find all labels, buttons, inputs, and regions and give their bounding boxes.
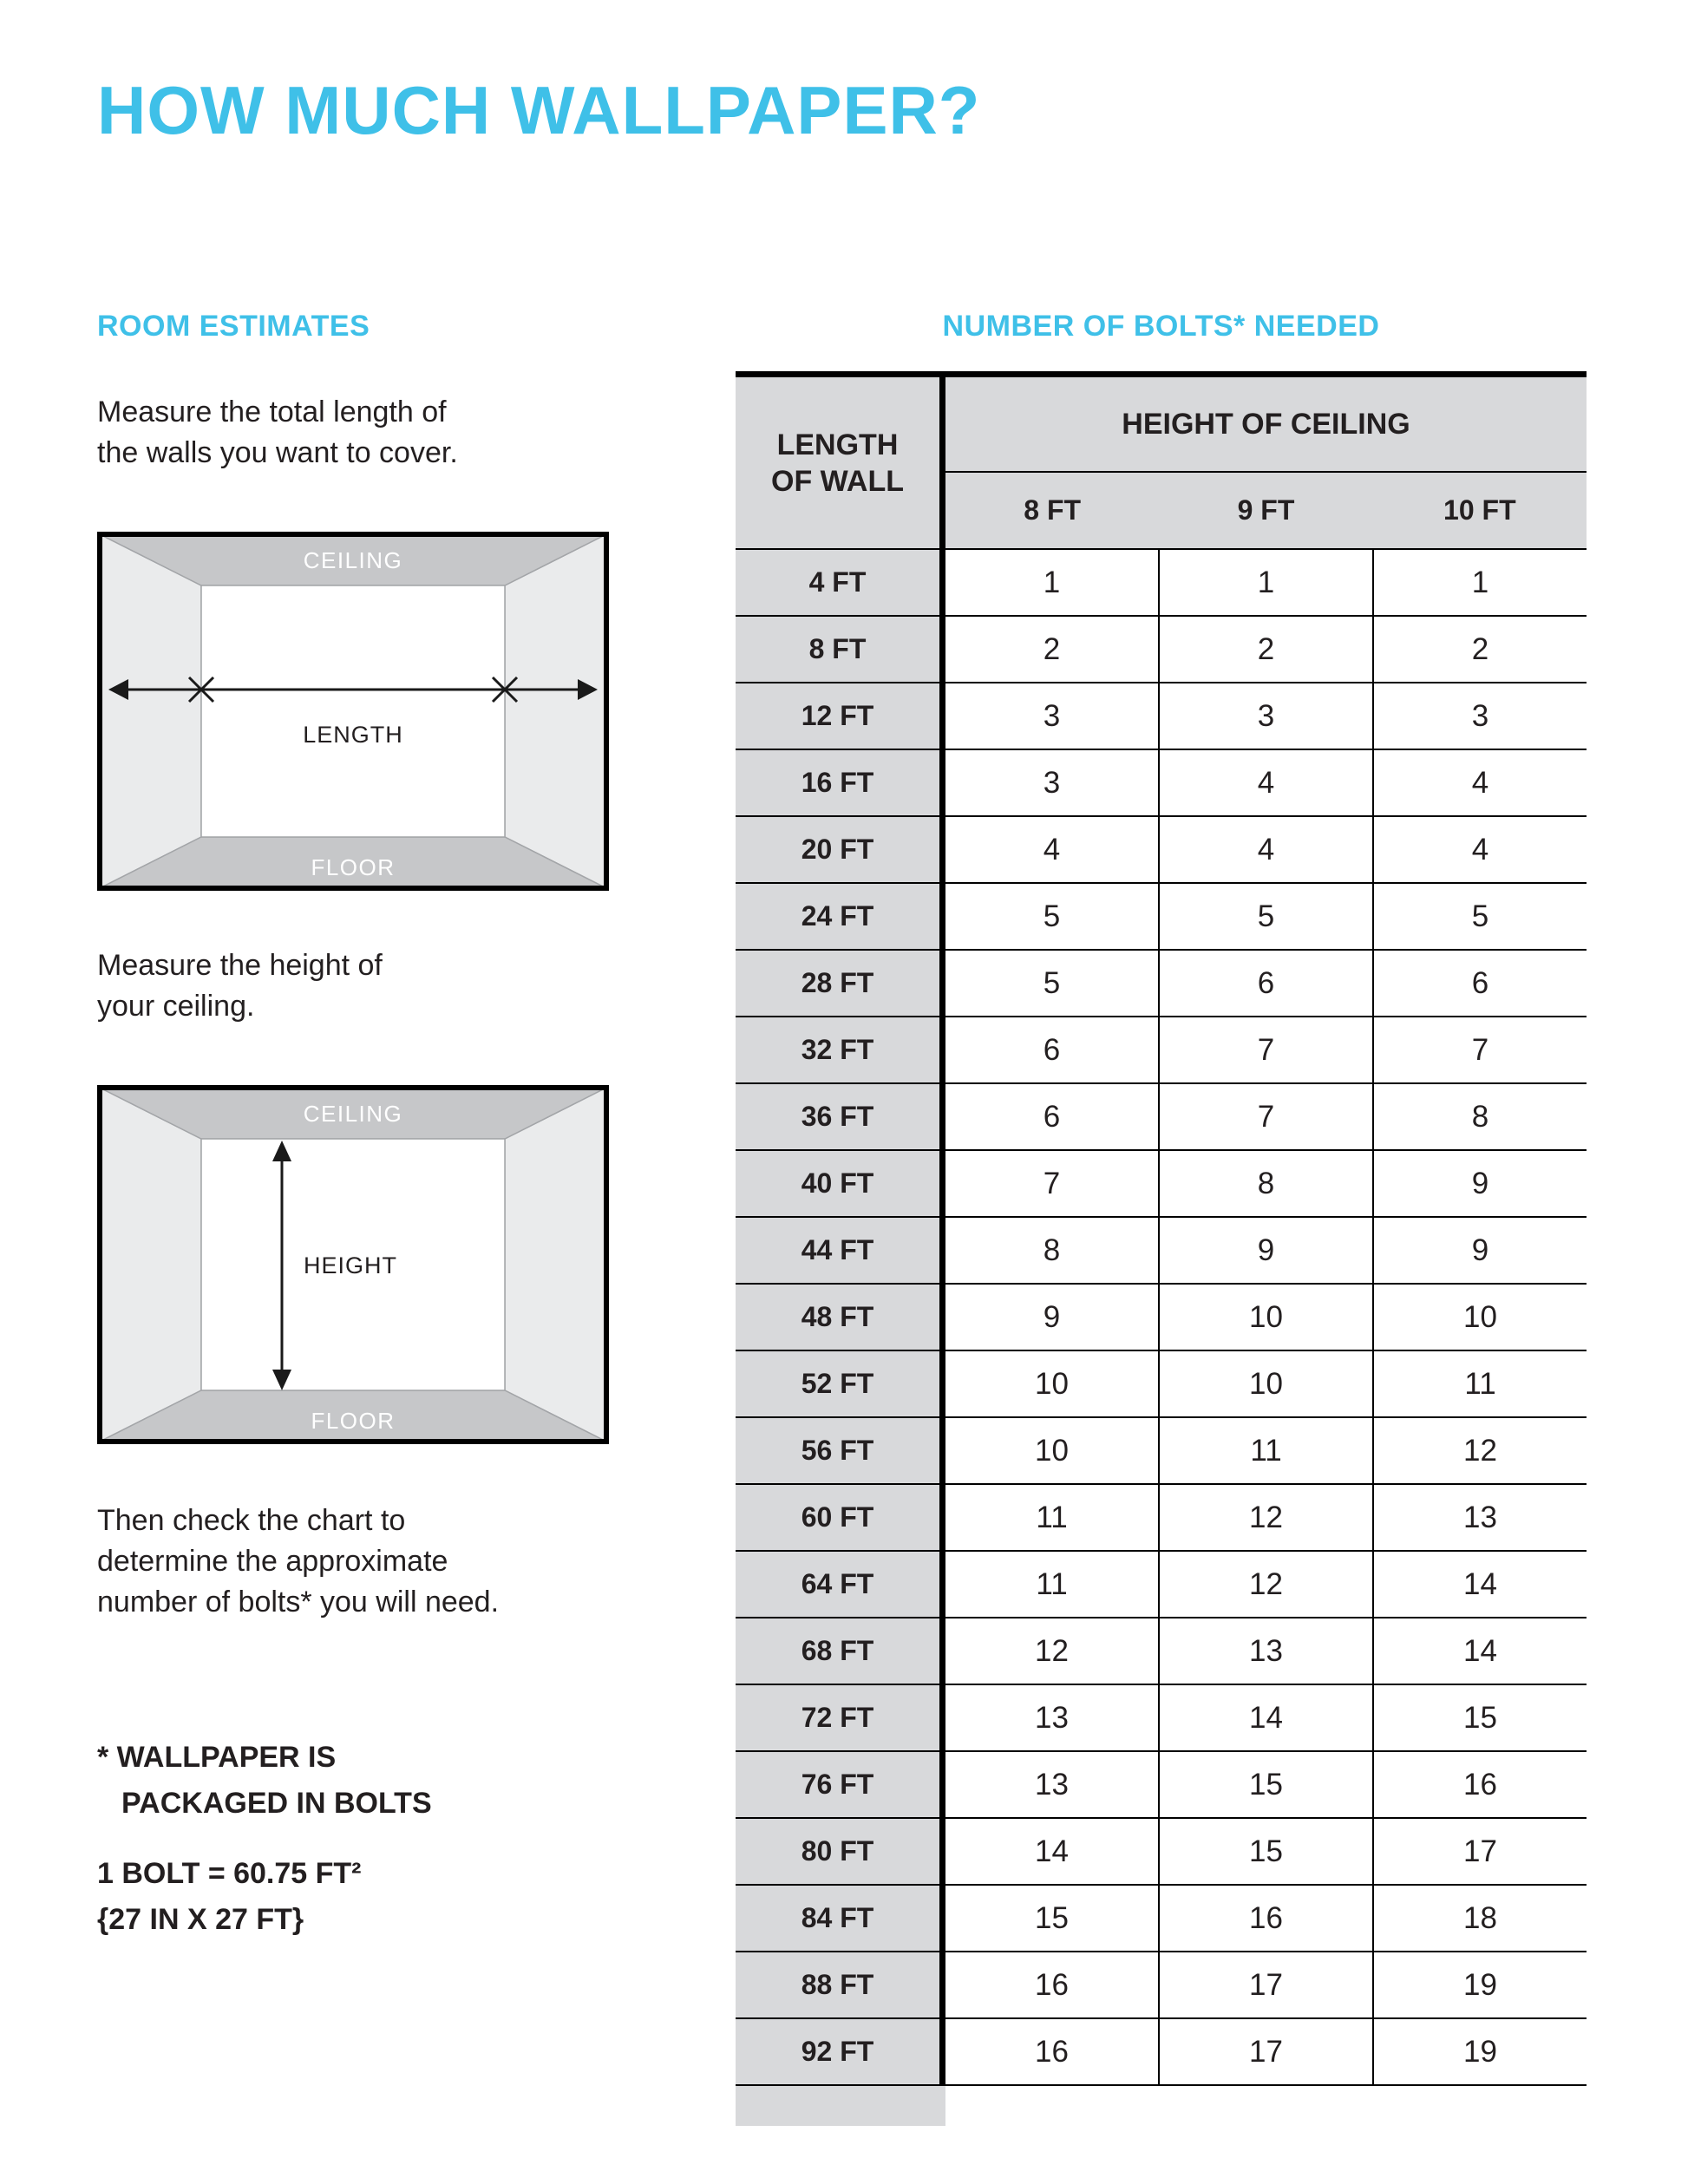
section-title-room-estimates: ROOM ESTIMATES (97, 310, 370, 343)
bolt-count-cell: 13 (1372, 1485, 1587, 1550)
bolt-count-cell: 4 (1372, 750, 1587, 815)
right-wall (505, 534, 606, 888)
row-label-wall-length: 48 FT (736, 1285, 945, 1350)
bolt-size-info (97, 1851, 362, 1943)
table-row (736, 1485, 1587, 1552)
bolt-size-line: {27 IN X 27 FT} (97, 1903, 304, 1936)
row-label-wall-length: 8 FT (736, 617, 945, 682)
table-body (736, 550, 1587, 2086)
column-headers (945, 473, 1587, 548)
row-label-wall-length: 80 FT (736, 1819, 945, 1884)
bolt-count-cell: 11 (1158, 1418, 1372, 1483)
bolt-count-cell: 5 (1043, 899, 1061, 933)
bolt-count-cell: 17 (1158, 2019, 1372, 2084)
table-row (736, 817, 1587, 884)
table-row (736, 1017, 1587, 1084)
bolt-count-cell: 11 (1036, 1566, 1068, 1601)
bolt-count-cell: 2 (1043, 631, 1061, 666)
row-label-wall-length: 72 FT (736, 1685, 945, 1750)
bolt-count-cell: 4 (1158, 817, 1372, 882)
bolt-count-cell: 12 (1158, 1552, 1372, 1617)
ceiling-header-group (945, 377, 1587, 548)
group-header-height-of-ceiling: HEIGHT OF CEILING (945, 377, 1587, 473)
table-row (736, 1819, 1587, 1886)
label-column-stub (736, 2086, 945, 2126)
bolt-count-cell: 9 (1372, 1151, 1587, 1216)
bolt-count-cell: 10 (1035, 1433, 1069, 1468)
bolt-count-cell: 15 (1158, 1752, 1372, 1817)
bolt-count-cell: 11 (1372, 1351, 1587, 1416)
bolt-size-line: 1 BOLT = 60.75 FT² (97, 1857, 362, 1890)
bolt-count-cell: 7 (1372, 1017, 1587, 1082)
bolt-count-cell: 13 (1035, 1767, 1069, 1801)
bolt-count-cell: 16 (1035, 2034, 1069, 2069)
corner-header-line: LENGTH (776, 428, 899, 461)
bolt-count-cell: 16 (1372, 1752, 1587, 1817)
bolt-count-cell: 15 (1158, 1819, 1372, 1884)
room-length-svg (97, 531, 609, 892)
table-row (736, 750, 1587, 817)
instruction-line: determine the approximate (97, 1545, 448, 1578)
bolt-count-cell: 3 (1158, 683, 1372, 749)
bolt-count-cell: 7 (1158, 1017, 1372, 1082)
table-row (736, 550, 1587, 617)
table-row (736, 884, 1587, 951)
bolt-count-cell: 9 (1158, 1218, 1372, 1283)
bolt-count-cell: 4 (1372, 817, 1587, 882)
row-label-wall-length: 12 FT (736, 683, 945, 749)
bolt-count-cell: 11 (1036, 1500, 1068, 1534)
table-row (736, 1084, 1587, 1151)
bolt-count-cell: 14 (1035, 1834, 1069, 1868)
back-wall (201, 585, 505, 837)
table-row (736, 1685, 1587, 1752)
instruction-line: number of bolts* you will need. (97, 1586, 500, 1618)
ceiling-label: CEILING (303, 547, 403, 573)
height-label: HEIGHT (304, 1252, 398, 1278)
table-row (736, 1351, 1587, 1418)
corner-header-line: OF WALL (771, 464, 904, 498)
table-row (736, 1218, 1587, 1285)
floor-label: FLOOR (311, 1408, 396, 1434)
table-row (736, 1151, 1587, 1218)
bolts-footnote (97, 1735, 432, 1827)
footnote-line: * WALLPAPER IS (97, 1741, 337, 1774)
floor-label: FLOOR (311, 854, 396, 880)
table-header (736, 377, 1587, 550)
bolt-count-cell: 4 (1158, 750, 1372, 815)
row-label-wall-length: 60 FT (736, 1485, 945, 1550)
bolt-count-cell: 5 (1043, 965, 1061, 1000)
bolt-count-cell: 8 (1372, 1084, 1587, 1149)
instruction-measure-height (97, 945, 383, 1027)
table-row (736, 1952, 1587, 2019)
bolt-count-cell: 10 (1158, 1351, 1372, 1416)
bolt-count-cell: 14 (1372, 1552, 1587, 1617)
section-title-bolts-needed: NUMBER OF BOLTS* NEEDED (942, 310, 1380, 343)
bolt-count-cell: 1 (1372, 550, 1587, 615)
table-row (736, 1618, 1587, 1685)
row-label-wall-length: 84 FT (736, 1886, 945, 1951)
table-row (736, 1752, 1587, 1819)
instruction-line: your ceiling. (97, 990, 255, 1023)
bolt-count-cell: 3 (1372, 683, 1587, 749)
row-label-wall-length: 44 FT (736, 1218, 945, 1283)
ceiling-label: CEILING (303, 1101, 403, 1127)
bolt-count-cell: 2 (1372, 617, 1587, 682)
bolt-count-cell: 16 (1158, 1886, 1372, 1951)
table-row (736, 951, 1587, 1017)
right-wall (505, 1088, 606, 1442)
bolt-count-cell: 3 (1043, 698, 1061, 733)
bolt-count-cell: 9 (1372, 1218, 1587, 1283)
bolt-count-cell: 7 (1043, 1166, 1061, 1200)
bolt-count-cell: 6 (1372, 951, 1587, 1016)
bolt-count-cell: 18 (1372, 1886, 1587, 1951)
instruction-line: Measure the total length of (97, 396, 447, 428)
bolt-count-cell: 19 (1372, 1952, 1587, 2017)
column-header-8ft: 8 FT (1024, 494, 1082, 526)
bolt-count-cell: 8 (1043, 1233, 1061, 1267)
table-row (736, 617, 1587, 683)
length-label: LENGTH (303, 722, 403, 748)
row-label-wall-length: 16 FT (736, 750, 945, 815)
bolt-count-cell: 7 (1158, 1084, 1372, 1149)
column-header-9ft: 9 FT (1237, 494, 1295, 526)
instruction-check-chart (97, 1501, 499, 1623)
bolt-count-cell: 14 (1158, 1685, 1372, 1750)
bolt-count-cell: 3 (1043, 765, 1061, 800)
table-row (736, 1418, 1587, 1485)
bolt-count-cell: 5 (1372, 884, 1587, 949)
bolt-count-cell: 17 (1158, 1952, 1372, 2017)
row-label-wall-length: 88 FT (736, 1952, 945, 2017)
bolt-count-cell: 15 (1035, 1900, 1069, 1935)
bolt-count-cell: 15 (1372, 1685, 1587, 1750)
row-label-wall-length: 64 FT (736, 1552, 945, 1617)
bolt-count-cell: 6 (1158, 951, 1372, 1016)
bolt-count-cell: 17 (1372, 1819, 1587, 1884)
bolt-count-cell: 14 (1372, 1618, 1587, 1684)
row-label-wall-length: 4 FT (736, 550, 945, 615)
bolt-count-cell: 10 (1372, 1285, 1587, 1350)
bolt-count-cell: 16 (1035, 1967, 1069, 2002)
instruction-line: Measure the height of (97, 949, 383, 982)
instruction-line: Then check the chart to (97, 1504, 406, 1537)
bolt-count-cell: 13 (1158, 1618, 1372, 1684)
row-label-wall-length: 32 FT (736, 1017, 945, 1082)
row-label-wall-length: 28 FT (736, 951, 945, 1016)
instruction-measure-length (97, 392, 458, 474)
row-label-wall-length: 36 FT (736, 1084, 945, 1149)
row-label-wall-length: 40 FT (736, 1151, 945, 1216)
row-label-wall-length: 20 FT (736, 817, 945, 882)
bolt-count-cell: 10 (1158, 1285, 1372, 1350)
instruction-line: the walls you want to cover. (97, 436, 458, 469)
column-header-10ft: 10 FT (1443, 494, 1516, 526)
row-label-wall-length: 92 FT (736, 2019, 945, 2084)
left-wall (100, 534, 201, 888)
table-row (736, 1285, 1587, 1351)
corner-header-length-of-wall (736, 377, 945, 548)
bolt-count-cell: 8 (1158, 1151, 1372, 1216)
bolt-count-cell: 12 (1372, 1418, 1587, 1483)
bolt-count-cell: 2 (1158, 617, 1372, 682)
room-height-svg (97, 1082, 609, 1447)
left-wall (100, 1088, 201, 1442)
bolt-count-cell: 10 (1035, 1366, 1069, 1401)
footnote-line: PACKAGED IN BOLTS (121, 1787, 432, 1820)
bolt-count-cell: 4 (1043, 832, 1061, 866)
bolt-count-cell: 5 (1158, 884, 1372, 949)
page-title: HOW MUCH WALLPAPER? (97, 72, 981, 148)
table-row (736, 1552, 1587, 1618)
room-length-diagram (97, 531, 609, 892)
row-label-wall-length: 52 FT (736, 1351, 945, 1416)
row-label-wall-length: 68 FT (736, 1618, 945, 1684)
bolt-count-cell: 12 (1158, 1485, 1372, 1550)
bolts-table (736, 371, 1587, 2126)
bolt-count-cell: 13 (1035, 1700, 1069, 1735)
table-row (736, 683, 1587, 750)
bolt-count-cell: 6 (1043, 1099, 1061, 1134)
table-row (736, 2019, 1587, 2086)
bolt-count-cell: 12 (1035, 1633, 1069, 1668)
bolt-count-cell: 6 (1043, 1032, 1061, 1067)
room-height-diagram (97, 1082, 609, 1447)
row-label-wall-length: 76 FT (736, 1752, 945, 1817)
table-row (736, 1886, 1587, 1952)
bolt-count-cell: 19 (1372, 2019, 1587, 2084)
row-label-wall-length: 24 FT (736, 884, 945, 949)
bolt-count-cell: 9 (1043, 1299, 1061, 1334)
bolt-count-cell: 1 (1158, 550, 1372, 615)
bolt-count-cell: 1 (1043, 565, 1061, 599)
row-label-wall-length: 56 FT (736, 1418, 945, 1483)
